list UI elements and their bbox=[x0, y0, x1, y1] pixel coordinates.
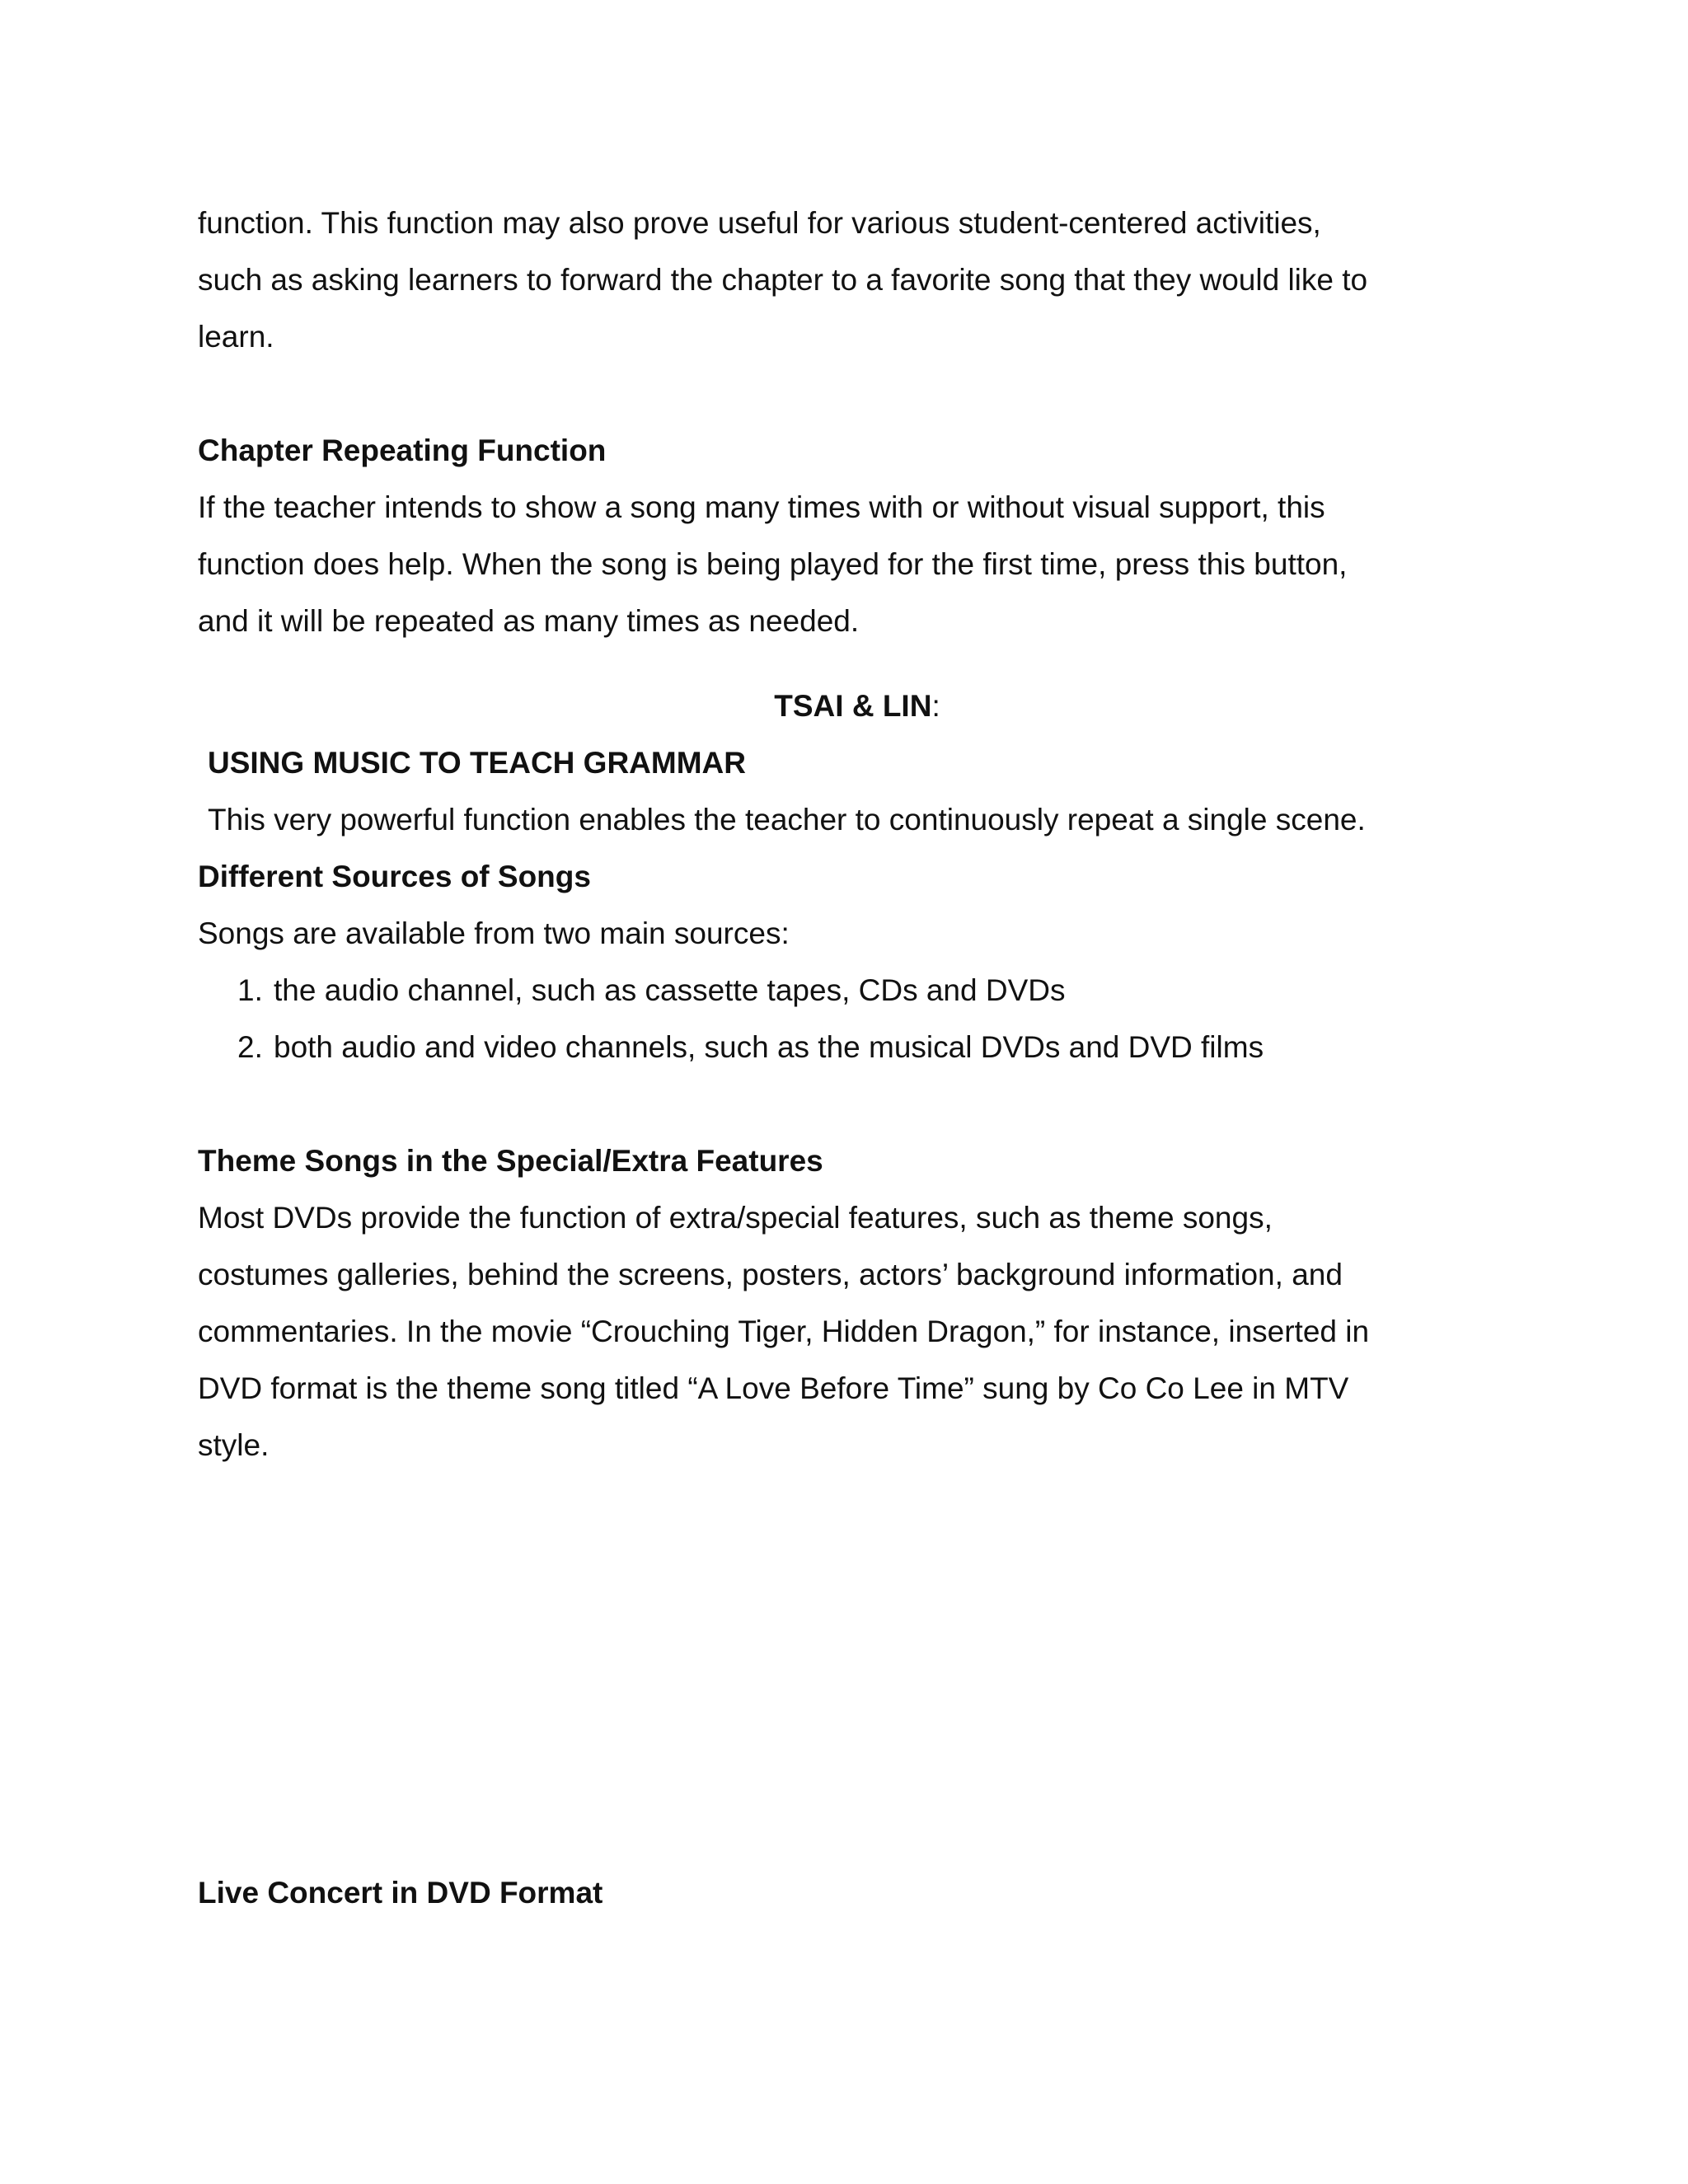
running-header-title: USING MUSIC TO TEACH GRAMMAR bbox=[208, 746, 746, 780]
spacer bbox=[198, 649, 1517, 677]
theme-songs-section bbox=[198, 1132, 1517, 1474]
theme-songs-line: style. bbox=[198, 1428, 270, 1462]
list-item-number: 2. bbox=[237, 1030, 263, 1064]
intro-paragraph bbox=[198, 194, 1517, 365]
chapter-repeating-line: function does help. When the song is being played for the first time, press this button, bbox=[198, 547, 1348, 581]
theme-songs-line: costumes galleries, behind the screens, posters, actors’ background information, and bbox=[198, 1258, 1343, 1291]
chapter-repeating-line: If the teacher intends to show a song many times with or without visual support, this bbox=[198, 490, 1325, 524]
live-concert-heading: Live Concert in DVD Format bbox=[198, 1876, 603, 1910]
theme-songs-line: Most DVDs provide the function of extra/special features, such as theme songs, bbox=[198, 1201, 1273, 1235]
running-header-colon: : bbox=[931, 689, 940, 723]
theme-songs-line: commentaries. In the movie “Crouching Tiger, Hidden Dragon,” for instance, inserted in bbox=[198, 1315, 1370, 1348]
different-sources-section bbox=[198, 848, 1517, 1076]
chapter-repeating-line: and it will be repeated as many times as needed. bbox=[198, 604, 860, 638]
list-item-number: 1. bbox=[237, 973, 263, 1007]
scene-repeat-line: This very powerful function enables the teacher to continuously repeat a single scene. bbox=[208, 803, 1366, 837]
theme-songs-heading: Theme Songs in the Special/Extra Features bbox=[198, 1144, 823, 1178]
sources-list bbox=[198, 962, 1517, 1076]
running-header-authors-text: TSAI & LIN bbox=[774, 689, 932, 723]
chapter-repeating-heading: Chapter Repeating Function bbox=[198, 434, 607, 467]
chapter-repeating-section bbox=[198, 422, 1517, 649]
page-content bbox=[198, 194, 1517, 1474]
list-item-text: both audio and video channels, such as the musical DVDs and DVD films bbox=[274, 1030, 1264, 1064]
intro-line: such as asking learners to forward the chapter to a favorite song that they would like to bbox=[198, 263, 1368, 297]
running-header-authors bbox=[198, 677, 1517, 734]
spacer bbox=[198, 1076, 1517, 1132]
list-item bbox=[198, 1019, 1517, 1076]
intro-line: function. This function may also prove useful for various student-centered activities, bbox=[198, 206, 1321, 240]
list-item bbox=[198, 962, 1517, 1019]
different-sources-intro: Songs are available from two main sources: bbox=[198, 916, 790, 950]
intro-line: learn. bbox=[198, 320, 274, 354]
list-item-text: the audio channel, such as cassette tapes, CDs and DVDs bbox=[274, 973, 1066, 1007]
different-sources-heading: Different Sources of Songs bbox=[198, 860, 591, 893]
theme-songs-line: DVD format is the theme song titled “A Love Before Time” sung by Co Co Lee in MTV bbox=[198, 1371, 1349, 1405]
spacer bbox=[198, 365, 1517, 422]
